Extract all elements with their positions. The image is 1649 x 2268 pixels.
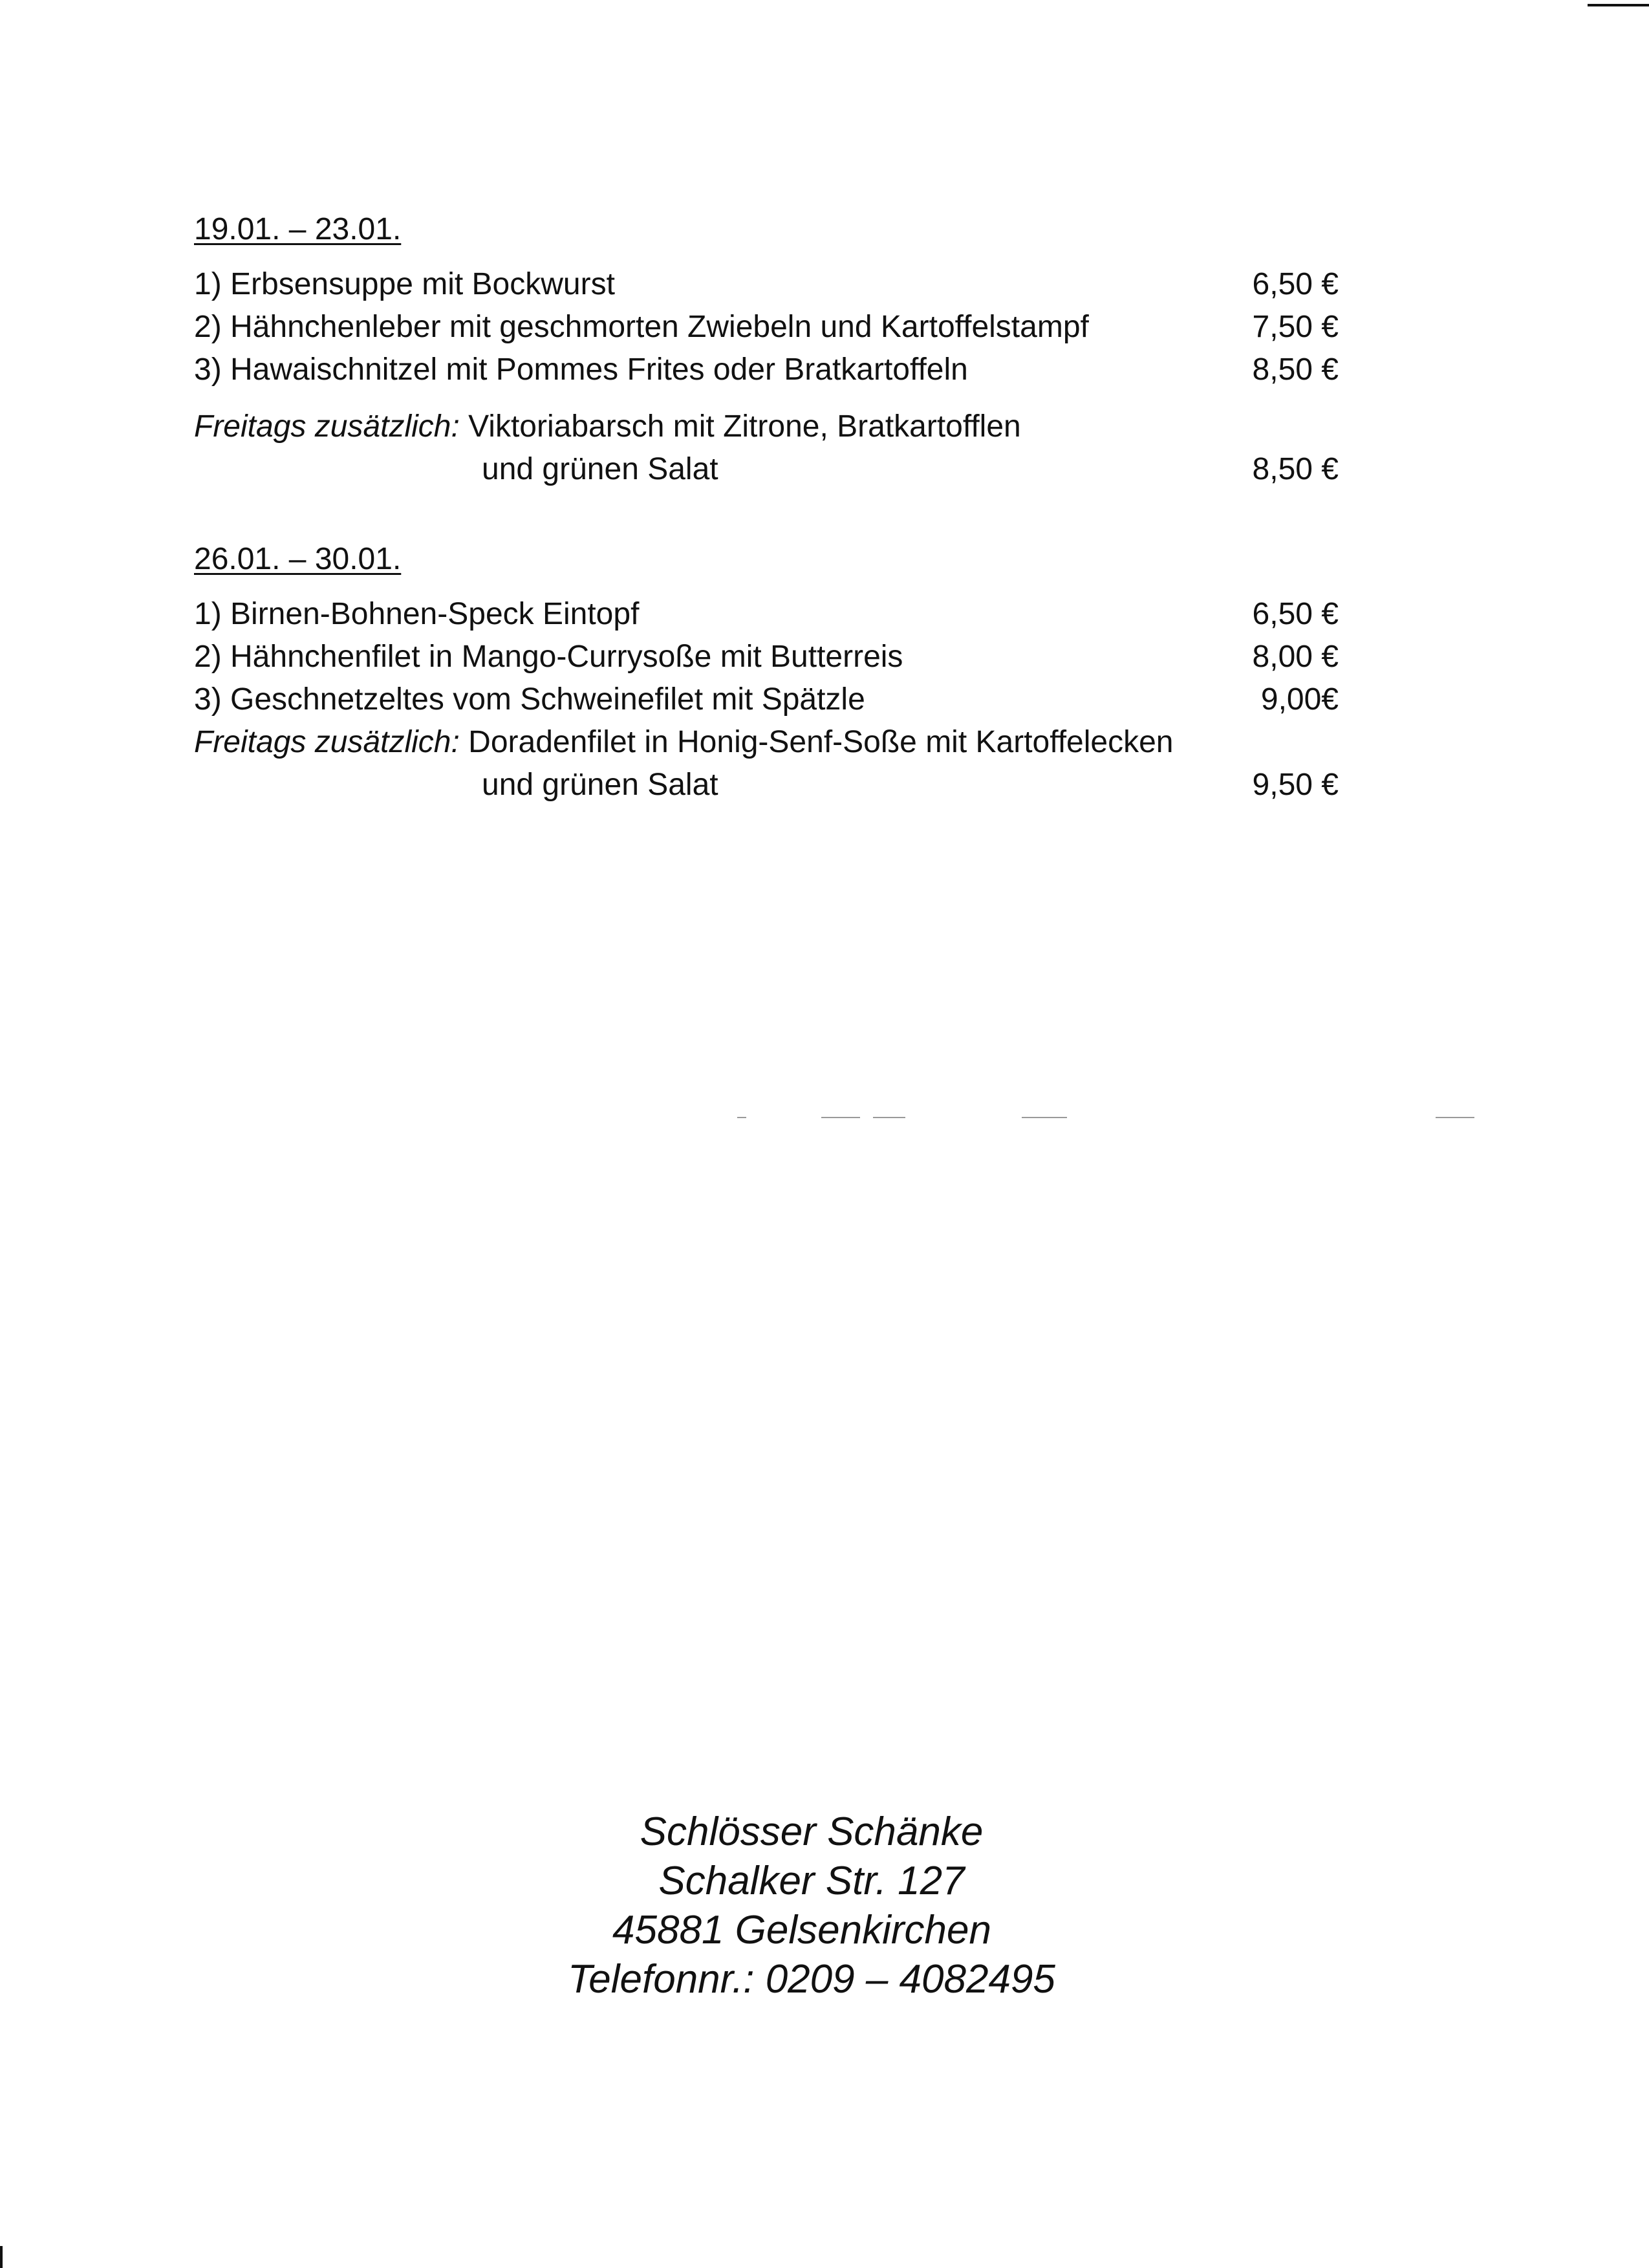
menu-item-row [194,349,1339,391]
friday-special-dish: Doradenfilet in Honig-Senf-Soße mit Kartoffelecken [468,725,1174,759]
menu-item-row [194,306,1339,349]
menu-item-price: 8,50 € [1252,352,1339,387]
menu-item-label: 1) Erbsensuppe mit Bockwurst [194,267,615,301]
restaurant-address [0,1808,1649,2004]
menu-item-price: 9,00€ [1260,682,1339,717]
friday-special-label: Freitags zusätzlich: [194,725,460,759]
restaurant-phone: Telefonnr.: 0209 – 4082495 [568,1957,1055,2002]
friday-special-row [194,721,1339,764]
scan-speck [1436,1117,1474,1118]
friday-special-dish-cont: und grünen Salat [482,452,718,486]
week-section-1 [194,210,1339,491]
menu-item-row [194,593,1339,636]
week-section-2 [194,540,1339,806]
friday-special-dish-cont: und grünen Salat [482,768,718,802]
friday-special-price: 9,50 € [1252,768,1339,802]
restaurant-name: Schlösser Schänke [640,1809,984,1854]
menu-item-label: 1) Birnen-Bohnen-Speck Eintopf [194,597,640,631]
friday-special-label: Freitags zusätzlich: [194,409,460,444]
friday-special-row-cont [194,448,1339,491]
friday-special-price: 8,50 € [1252,452,1339,486]
week-date-range: 19.01. – 23.01. [194,212,402,246]
friday-special-dish: Viktoriabarsch mit Zitrone, Bratkartofflen [468,409,1021,444]
scan-speck [821,1117,860,1118]
friday-special-text [194,721,1174,764]
menu-item-row [194,263,1339,306]
menu-item-label: 2) Hähnchenleber mit geschmorten Zwiebeln und Kartoffelstampf [194,310,1089,344]
friday-special-row [194,405,1339,448]
scan-corner-mark [1588,4,1649,6]
menu-item-label: 3) Geschnetzeltes vom Schweinefilet mit Spätzle [194,682,865,717]
menu-item-price: 6,50 € [1252,267,1339,301]
scan-speck [873,1117,905,1118]
menu-item-label: 3) Hawaischnitzel mit Pommes Frites oder Bratkartoffeln [194,352,968,387]
scan-edge-mark [0,2246,3,2268]
week-date-range: 26.01. – 30.01. [194,542,402,576]
menu-item-row [194,678,1339,721]
restaurant-city: 45881 Gelsenkirchen [612,1908,991,1952]
friday-special-text [194,405,1021,448]
menu-item-price: 8,00 € [1252,640,1339,674]
restaurant-street: Schalker Str. 127 [658,1859,965,1903]
menu-item-price: 6,50 € [1252,597,1339,631]
menu-item-label: 2) Hähnchenfilet in Mango-Currysoße mit Butterreis [194,640,903,674]
scan-speck [737,1117,746,1118]
menu-item-row [194,636,1339,678]
menu-item-price: 7,50 € [1252,310,1339,344]
scan-speck [1022,1117,1067,1118]
friday-special-row-cont [194,764,1339,806]
